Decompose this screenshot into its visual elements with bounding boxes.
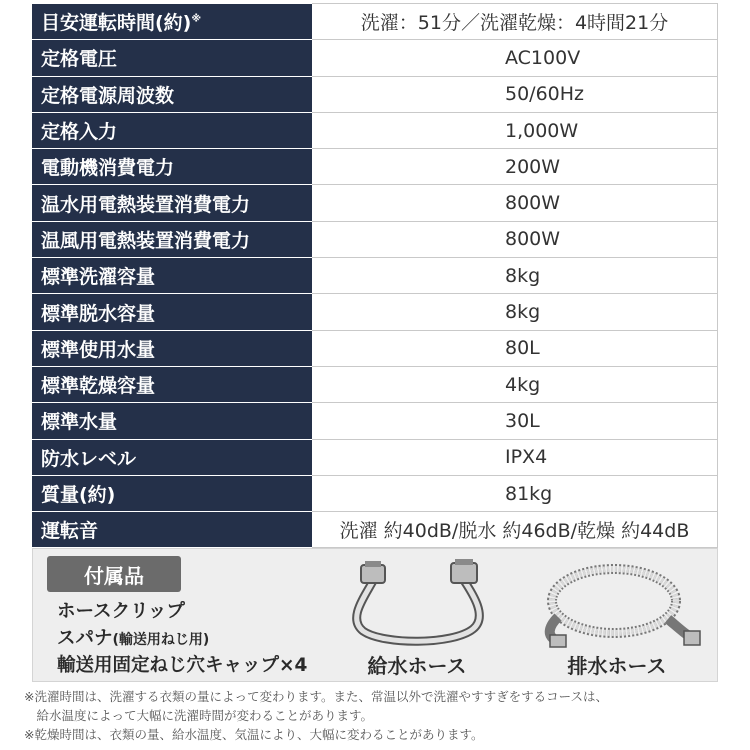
spec-value: 800W	[312, 185, 718, 221]
accessory-item: ホースクリップ	[57, 601, 185, 622]
spec-value: 50/60Hz	[312, 76, 718, 112]
spec-label: 目安運転時間(約)※	[32, 4, 312, 40]
supply-hose-image	[333, 559, 503, 651]
supply-hose-label: 給水ホース	[367, 654, 467, 678]
spec-label: 標準乾燥容量	[32, 366, 312, 402]
spec-row	[32, 330, 718, 366]
spec-value: 80L	[312, 330, 718, 366]
spec-row	[32, 439, 718, 475]
spec-value: 800W	[312, 221, 718, 257]
spec-value: AC100V	[312, 40, 718, 76]
spec-label: 温水用電熱装置消費電力	[32, 185, 312, 221]
spec-value: 30L	[312, 403, 718, 439]
spec-label: 運転音	[32, 512, 312, 548]
spec-row	[32, 112, 718, 148]
spec-value: 洗濯 約40dB/脱水 約46dB/乾燥 約44dB	[312, 512, 718, 548]
footnote-mark: ※	[191, 13, 202, 25]
spec-label: 定格入力	[32, 112, 312, 148]
spec-row	[32, 185, 718, 221]
spec-row	[32, 40, 718, 76]
spec-label: 温風用電熱装置消費電力	[32, 221, 312, 257]
accessories-title: 付属品	[47, 556, 181, 592]
spec-label: 標準水量	[32, 403, 312, 439]
spec-row	[32, 149, 718, 185]
drain-hose-image	[528, 557, 703, 649]
spec-value: 81kg	[312, 475, 718, 511]
spec-label: 標準洗濯容量	[32, 258, 312, 294]
spec-row	[32, 76, 718, 112]
spec-label: 質量(約)	[32, 475, 312, 511]
accessories-list	[57, 598, 307, 679]
spec-row	[32, 366, 718, 402]
drain-hose-label: 排水ホース	[567, 654, 667, 678]
accessory-item: 輸送用固定ねじ穴キャップ×4	[57, 655, 308, 676]
footnotes	[24, 687, 608, 744]
spec-label: 防水レベル	[32, 439, 312, 475]
spec-row	[32, 4, 718, 40]
spec-row	[32, 221, 718, 257]
spec-label: 定格電源周波数	[32, 76, 312, 112]
spec-value: 洗濯：51分／洗濯乾燥：4時間21分	[312, 4, 718, 40]
spec-value: 200W	[312, 149, 718, 185]
footnote: ※洗濯時間は、洗濯する衣類の量によって変わります。また、常温以外で洗濯やすすぎをするコースは、	[24, 689, 608, 704]
spec-value: 8kg	[312, 294, 718, 330]
spec-row	[32, 403, 718, 439]
footnote: 給水温度によって大幅に洗濯時間が変わることがあります。	[24, 708, 374, 723]
accessories-panel	[32, 548, 718, 682]
spec-label: 電動機消費電力	[32, 149, 312, 185]
spec-label: 標準使用水量	[32, 330, 312, 366]
spec-row	[32, 512, 718, 548]
accessory-item: スパナ(輸送用ねじ用)	[57, 628, 210, 649]
spec-value: IPX4	[312, 439, 718, 475]
footnote: ※乾燥時間は、衣類の量、給水温度、気温により、大幅に変わることがあります。	[24, 727, 484, 742]
spec-label: 標準脱水容量	[32, 294, 312, 330]
spec-value: 1,000W	[312, 112, 718, 148]
spec-value: 4kg	[312, 366, 718, 402]
spec-table	[32, 3, 718, 548]
spec-row	[32, 294, 718, 330]
spec-label: 定格電圧	[32, 40, 312, 76]
spec-row	[32, 258, 718, 294]
spec-row	[32, 475, 718, 511]
spec-value: 8kg	[312, 258, 718, 294]
